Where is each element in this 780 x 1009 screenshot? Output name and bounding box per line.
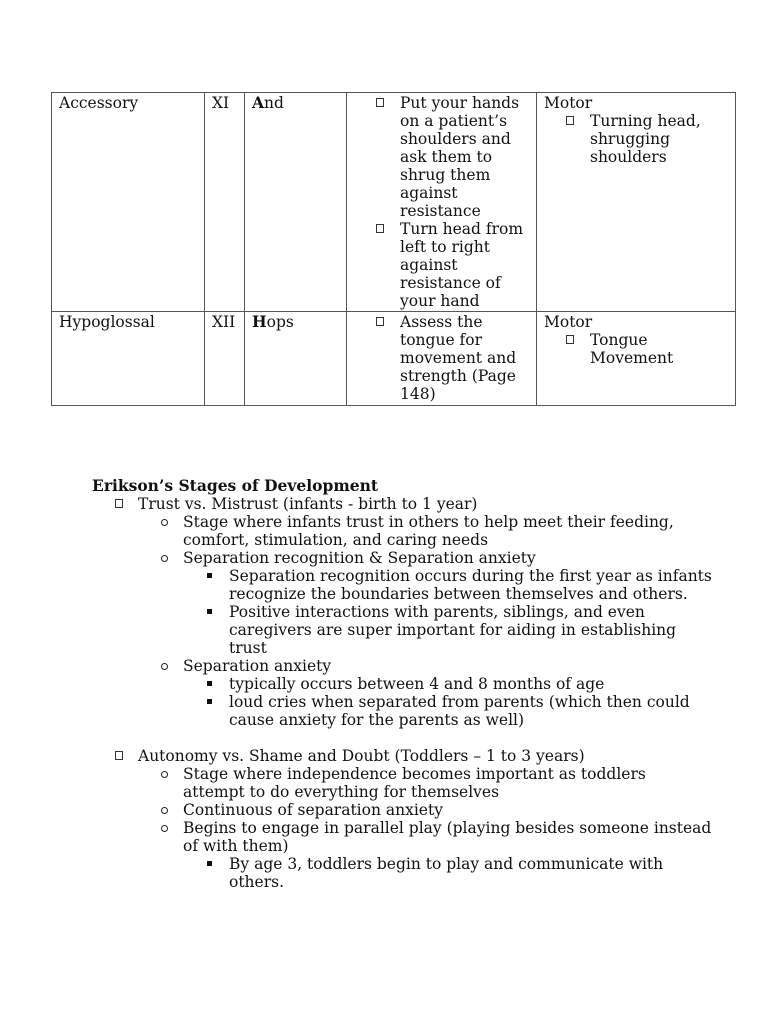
square-bullet-icon bbox=[376, 98, 384, 107]
cranial-nerves-table bbox=[51, 92, 736, 406]
list-item bbox=[544, 112, 729, 166]
assessment-list bbox=[354, 313, 530, 403]
mnemonic-cell bbox=[245, 93, 347, 312]
mnemonic-cell bbox=[245, 312, 347, 406]
erikson-section bbox=[92, 477, 712, 891]
square-bullet-icon bbox=[115, 751, 123, 760]
list-item bbox=[138, 549, 712, 657]
square-filled-bullet-icon bbox=[207, 573, 212, 578]
list-item bbox=[544, 331, 729, 367]
stage-label: Trust vs. Mistrust (infants - birth to 1 year) bbox=[138, 495, 478, 513]
assessment-text: Put your hands on a patient’s shoulders and ask them to shrug them against resistance bbox=[400, 94, 520, 220]
circle-bullet-icon bbox=[161, 825, 168, 832]
list-item bbox=[354, 220, 530, 310]
nerve-number: XI bbox=[212, 94, 230, 112]
list-item bbox=[183, 675, 712, 693]
nerve-name: Hypoglossal bbox=[59, 313, 155, 331]
square-bullet-icon bbox=[376, 224, 384, 233]
square-bullet-icon bbox=[566, 116, 574, 125]
circle-bullet-icon bbox=[161, 663, 168, 670]
sub-detail-text: Separation recognition occurs during the first year as infants recognize the boundaries between themselves and others. bbox=[229, 567, 712, 603]
square-filled-bullet-icon bbox=[207, 699, 212, 704]
list-item bbox=[183, 855, 712, 891]
list-item bbox=[354, 313, 530, 403]
nerve-number: XII bbox=[212, 313, 236, 331]
list-item bbox=[138, 657, 712, 729]
square-filled-bullet-icon bbox=[207, 861, 212, 866]
sub-detail-list bbox=[183, 855, 712, 891]
nerve-name: Accessory bbox=[59, 94, 139, 112]
sub-detail-list bbox=[183, 567, 712, 657]
mnemonic-initial: H bbox=[252, 312, 267, 331]
function-text: Turning head, shrugging shoulders bbox=[590, 112, 701, 166]
assessment-cell bbox=[347, 312, 537, 406]
sub-detail-text: By age 3, toddlers begin to play and communicate with others. bbox=[229, 855, 664, 891]
nerve-number-cell bbox=[205, 312, 245, 406]
function-type: Motor bbox=[544, 94, 593, 112]
detail-text: Stage where infants trust in others to help meet their feeding, comfort, stimulation, and caring needs bbox=[183, 513, 674, 549]
list-item bbox=[138, 765, 712, 801]
paragraph-spacer bbox=[138, 729, 712, 747]
assessment-list bbox=[354, 94, 530, 310]
list-item bbox=[183, 603, 712, 657]
circle-bullet-icon bbox=[161, 519, 168, 526]
function-list bbox=[544, 112, 729, 166]
assessment-text: Turn head from left to right against resistance of your hand bbox=[400, 220, 524, 310]
square-bullet-icon bbox=[566, 335, 574, 344]
function-type: Motor bbox=[544, 313, 593, 331]
detail-text: Begins to engage in parallel play (playing besides someone instead of with them) bbox=[183, 819, 712, 855]
function-cell bbox=[537, 312, 736, 406]
detail-text: Separation anxiety bbox=[183, 657, 332, 675]
sub-detail-text: Positive interactions with parents, siblings, and even caregivers are super important for aiding in establishing trust bbox=[229, 603, 677, 657]
nerve-name-cell bbox=[52, 312, 205, 406]
mnemonic-rest: nd bbox=[264, 94, 284, 112]
stage-list bbox=[92, 495, 712, 891]
function-text: Tongue Movement bbox=[590, 331, 674, 367]
assessment-cell bbox=[347, 93, 537, 312]
square-bullet-icon bbox=[376, 317, 384, 326]
stage-item bbox=[92, 495, 712, 747]
square-filled-bullet-icon bbox=[207, 681, 212, 686]
function-cell bbox=[537, 93, 736, 312]
list-item bbox=[138, 801, 712, 819]
detail-text: Separation recognition & Separation anxiety bbox=[183, 549, 536, 567]
sub-detail-list bbox=[183, 675, 712, 729]
function-list bbox=[544, 331, 729, 367]
stage-item bbox=[92, 747, 712, 891]
section-heading: Erikson’s Stages of Development bbox=[92, 476, 379, 495]
list-item bbox=[138, 513, 712, 549]
circle-bullet-icon bbox=[161, 771, 168, 778]
mnemonic-rest: ops bbox=[266, 313, 294, 331]
nerve-name-cell bbox=[52, 93, 205, 312]
table-row bbox=[52, 312, 736, 406]
square-bullet-icon bbox=[115, 499, 123, 508]
square-filled-bullet-icon bbox=[207, 609, 212, 614]
list-item bbox=[138, 819, 712, 891]
list-item bbox=[354, 94, 530, 220]
stage-label: Autonomy vs. Shame and Doubt (Toddlers – 1 to 3 years) bbox=[138, 747, 585, 765]
assessment-text: Assess the tongue for movement and strength (Page 148) bbox=[400, 313, 517, 403]
table-row bbox=[52, 93, 736, 312]
sub-detail-text: typically occurs between 4 and 8 months of age bbox=[229, 675, 605, 693]
circle-bullet-icon bbox=[161, 555, 168, 562]
stage-detail-list bbox=[138, 513, 712, 729]
circle-bullet-icon bbox=[161, 807, 168, 814]
list-item bbox=[183, 693, 712, 729]
detail-text: Continuous of separation anxiety bbox=[183, 801, 443, 819]
mnemonic-initial: A bbox=[252, 93, 265, 112]
sub-detail-text: loud cries when separated from parents (which then could cause anxiety for the parents as well) bbox=[229, 693, 690, 729]
nerve-number-cell bbox=[205, 93, 245, 312]
list-item bbox=[183, 567, 712, 603]
stage-detail-list bbox=[138, 765, 712, 891]
detail-text: Stage where independence becomes important as toddlers attempt to do everything for themselves bbox=[183, 765, 646, 801]
